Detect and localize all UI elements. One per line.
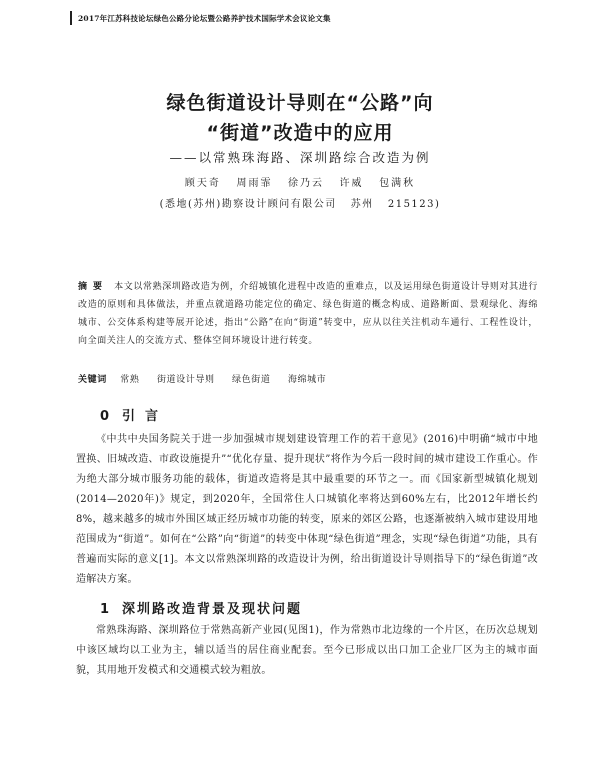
keyword: 绿色街道	[232, 375, 271, 385]
title-line-1: 绿色街道设计导则在“公路”向	[166, 92, 434, 114]
section-title: 深圳路改造背景及现状问题	[122, 602, 303, 617]
section-heading-0	[100, 405, 168, 424]
running-header	[70, 10, 331, 26]
affiliation: (悉地(苏州)勘察设计顾问有限公司 苏州 215123)	[159, 199, 441, 210]
authors: 顾天奇 周雨霏 徐乃云 许威 包满秋	[184, 178, 416, 189]
header-rule	[70, 11, 72, 25]
keywords	[78, 372, 538, 385]
keyword: 街道设计导则	[156, 375, 215, 385]
keyword: 海绵城市	[287, 375, 327, 385]
section-number: 0	[100, 409, 112, 424]
abstract	[78, 278, 538, 350]
section-paragraph-0: 《中共中央国务院关于进一步加强城市规划建设管理工作的若干意见》(2016)中明确“城市中地置换、旧城改造、市政设施提升”“优化存量、提升现状”将作为今后一段时间的城市建设工作重心。作为绝大部分城市服务功能的载体，街道改造将是其中最重要的环节之一。而《国家新型城镇化规划(2014—2020年)》规定，到2020年，全国常住人口城镇化率将达到60%左右，比2012年增长约8%，越来越多的城市外围区域正经历城市功能的转变，原来的郊区公路，也逐渐被纳入城市建设用地范围成为“街道”。如何在“公路”向“街道”的转变中体现“绿色街道”理念，实现“绿色街道”功能，具有普遍而实际的意义[1]。本文以常熟深圳路的改造设计为例，给出街道设计导则指导下的“绿色街道”改造解决方案。	[76, 434, 538, 585]
title-line-2: “街道”改造中的应用	[206, 122, 394, 144]
journal-line: 2017年江苏科技论坛绿色公路分论坛暨公路养护技术国际学术会议论文集	[78, 13, 331, 23]
abstract-label: 摘要	[78, 282, 109, 292]
section-number: 1	[100, 602, 112, 617]
section-title: 引言	[122, 409, 169, 424]
keywords-label: 关键词	[78, 375, 107, 385]
abstract-text: 本文以常熟深圳路改造为例，介绍城镇化进程中改造的重难点，以及运用绿色街道设计导则对其进行改造的原则和具体做法，并重点就道路功能定位的确定、绿色街道的概念构成、道路断面、景观绿化、海绵城市、公交体系构建等展开论述，指出“公路”在向“街道”转变中，应从以往关注机动车通行、工程性设计，向全面关注人的交流方式、整体空间环境设计进行转变。	[78, 282, 538, 346]
section-paragraph-1: 常熟珠海路、深圳路位于常熟高新产业园(见图1)，作为常熟市北边缘的一个片区，在历次总规划中该区域均以工业为主，辅以适当的居住商业配套。至今已形成以出口加工企业厂区为主的城市面貌，其用地开发模式和交通模式较为粗放。	[76, 625, 538, 676]
keyword: 常熟	[120, 375, 140, 385]
section-heading-1	[100, 598, 302, 617]
subtitle: ——以常熟珠海路、深圳路综合改造为例	[169, 150, 431, 165]
